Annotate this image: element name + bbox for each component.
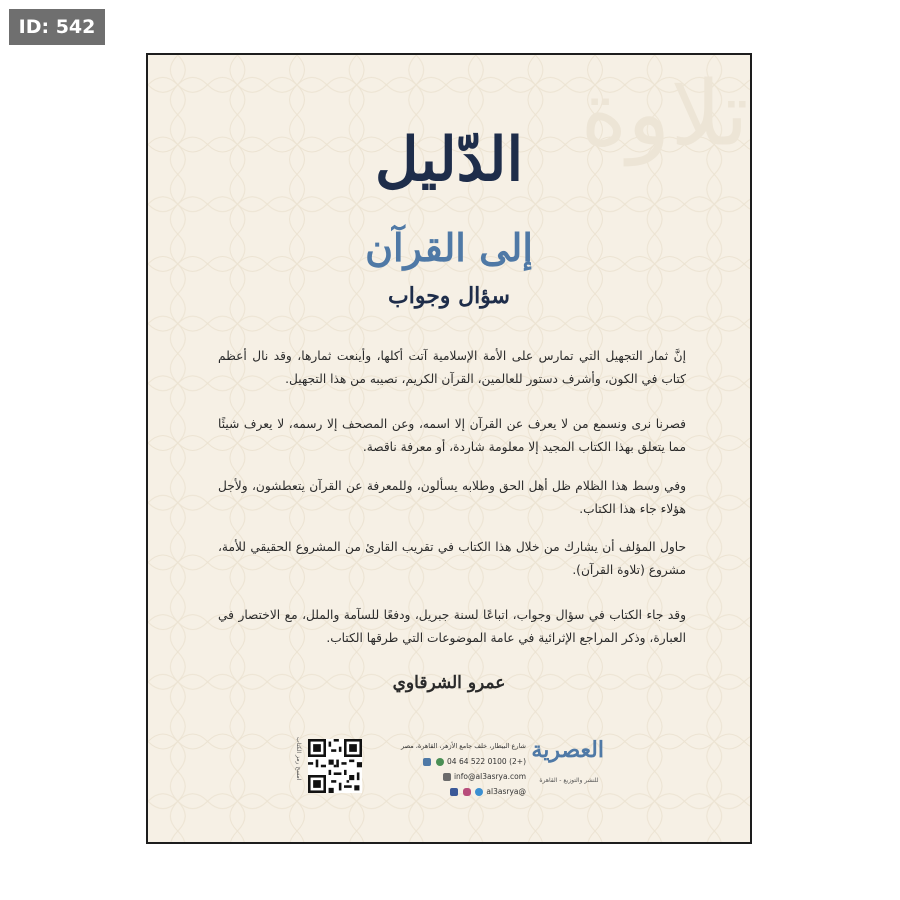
social-handle: @al3asrya bbox=[486, 787, 526, 796]
qr-code-icon bbox=[308, 739, 362, 793]
qr-caption: امسح رمز الكتاب bbox=[295, 737, 302, 781]
whatsapp-icon bbox=[436, 758, 444, 766]
blurb-paragraph-2: فصرنا نرى ونسمع من لا يعرف عن القرآن إلا اسمه، وعن المصحف إلا رسمه، لا يعرف شيئًا مما يتعلق بهذا الكتاب المجيد إلا معلومة شاردة، أو معرفة ناقصة. bbox=[218, 417, 686, 454]
social-row bbox=[376, 784, 526, 799]
publisher-address: شارع البيطار، خلف جامع الأزهر، القاهرة، مصر bbox=[401, 742, 526, 750]
email-address: info@al3asrya.com bbox=[453, 772, 526, 781]
facebook-icon bbox=[450, 788, 458, 796]
book-subtitle: إلى القرآن bbox=[365, 225, 533, 270]
contact-info bbox=[376, 739, 526, 799]
phone-number: (+2) 0100 522 64 04 bbox=[447, 757, 526, 766]
id-badge: ID: 542 bbox=[9, 9, 105, 45]
instagram-icon bbox=[463, 788, 471, 796]
phone-icon bbox=[423, 758, 431, 766]
publisher-logo bbox=[531, 735, 604, 795]
blurb-paragraph-1: إنَّ ثمار التجهيل التي تمارس على الأمة الإسلامية آتت أكلها، وأينعت ثمارها، وقد نال أعظم كتاب في الكون، وأشرف دستور للعالمين، القرآن الكريم، نصيبه من هذا التجهيل. bbox=[218, 349, 686, 386]
phone-row bbox=[376, 754, 526, 769]
book-title: الدّليل bbox=[374, 125, 524, 195]
publisher-tagline: للنشر والتوزيع - القاهرة bbox=[539, 777, 599, 784]
author-signature: عمرو الشرقاوي bbox=[392, 673, 506, 693]
mail-icon bbox=[443, 773, 451, 781]
email-row bbox=[376, 769, 526, 784]
book-tagline: سؤال وجواب bbox=[388, 283, 510, 309]
blurb-paragraph-5: وقد جاء الكتاب في سؤال وجواب، اتباعًا لسنة جبريل، ودفعًا للسآمة والملل، مع الاختصار في العبارة، وذكر المراجع الإثرائية في عامة الموضوعات التي طرقها الكتاب. bbox=[218, 608, 686, 645]
book-back-cover bbox=[146, 53, 752, 844]
twitter-icon bbox=[475, 788, 483, 796]
blurb-paragraph-3: وفي وسط هذا الظلام ظل أهل الحق وطلابه يسألون، وللمعرفة عن القرآن يتعطشون، ولأجل هؤلاء جاء هذا الكتاب. bbox=[218, 479, 686, 516]
svg-text:تلاوة: تلاوة bbox=[580, 62, 749, 167]
publisher-name: العصرية bbox=[531, 737, 604, 763]
blurb-paragraph-4: حاول المؤلف أن يشارك من خلال هذا الكتاب في تقريب القارئ من المشروع الحقيقي للأمة، مشروع (تلاوة القرآن). bbox=[218, 540, 686, 577]
